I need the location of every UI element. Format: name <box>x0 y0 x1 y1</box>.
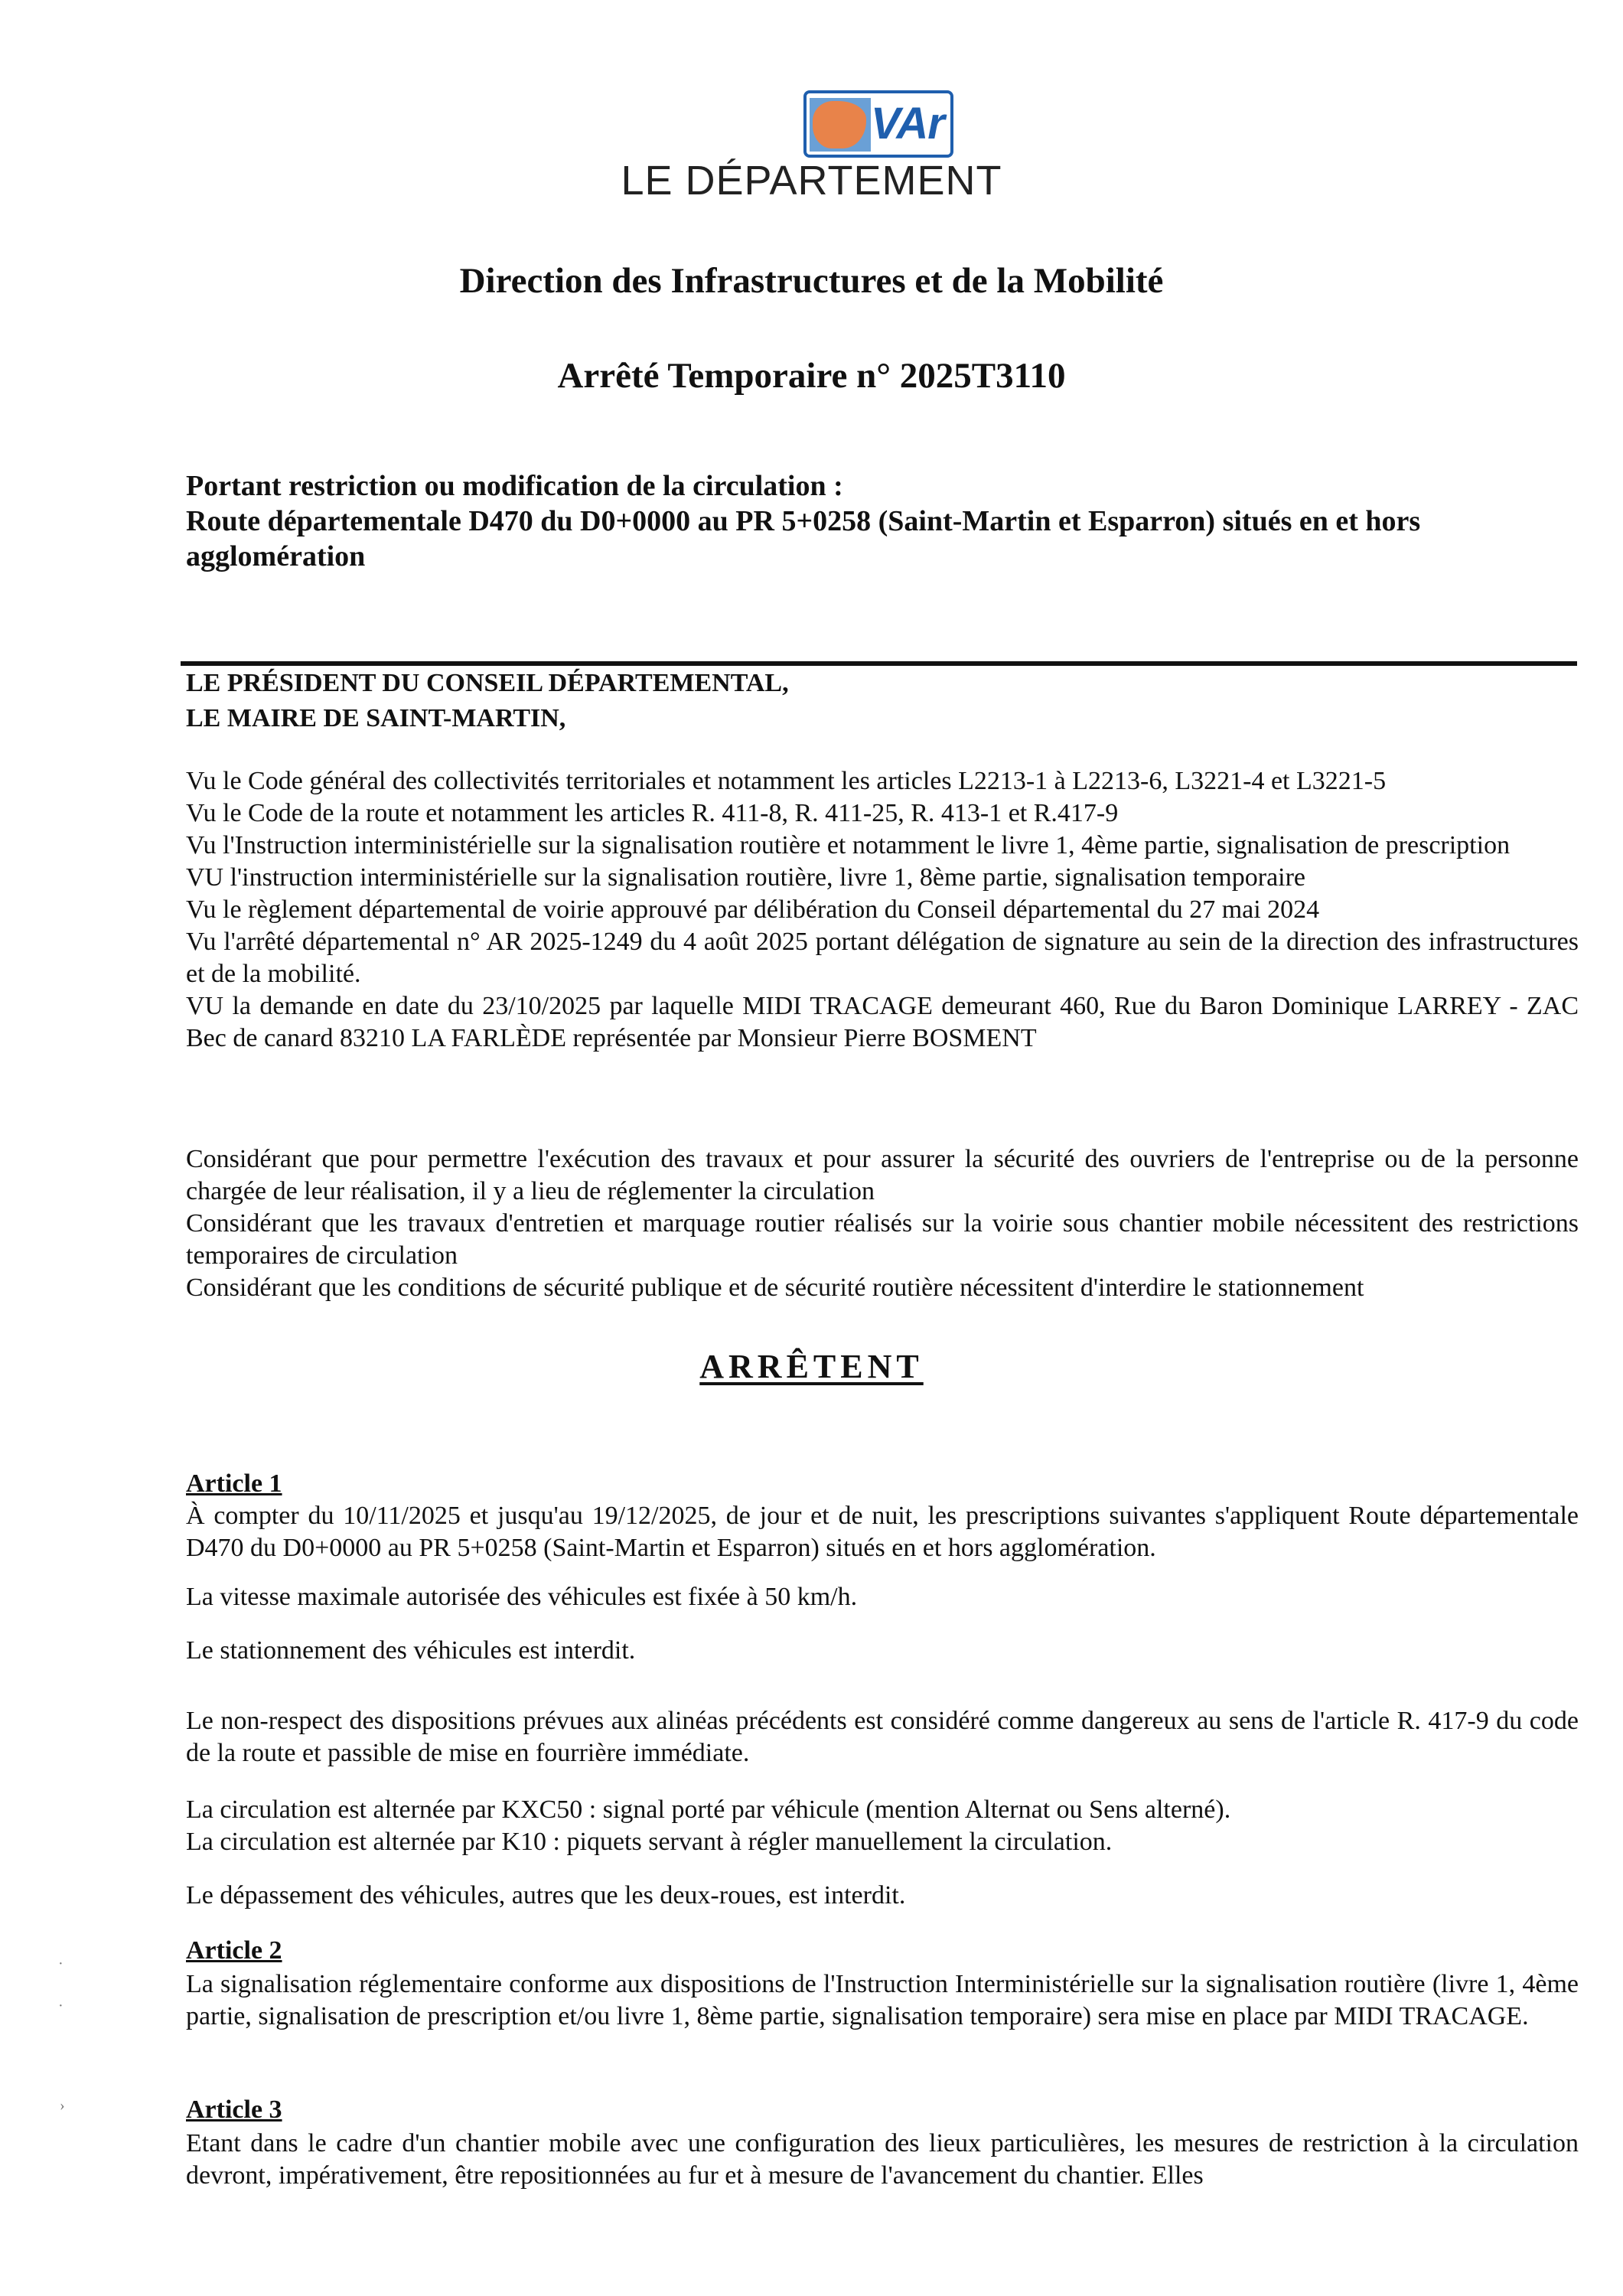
authority-maire: LE MAIRE DE SAINT-MARTIN, <box>186 704 566 732</box>
article-1-intro: À compter du 10/11/2025 et jusqu'au 19/12/2025, de jour et de nuit, les prescriptions suivantes s'appliquent Route départementale D470 du D0+0000 au PR 5+0258 (Saint-Martin et Esparron) situés en et hors agglomération. <box>186 1502 1579 1562</box>
subject-line-1: Portant restriction ou modification de la circulation : <box>186 470 843 502</box>
scan-speck: › <box>60 2097 65 2114</box>
article-3-heading: Article 3 <box>186 2095 282 2124</box>
direction-title: Direction des Infrastructures et de la Mobilité <box>459 261 1164 301</box>
article-2-text: La signalisation réglementaire conforme aux dispositions de l'Instruction Interministérielle sur la signalisation routière (livre 1, 4ème partie, signalisation de prescription et/ou livre 1, 8ème partie, signalisation temporaire) sera mise en place par MIDI TRACAGE. <box>186 1970 1579 2030</box>
subject <box>186 468 1579 574</box>
article-1-k10: La circulation est alternée par K10 : piquets servant à régler manuellement la circulation. <box>186 1828 1113 1856</box>
authorities <box>186 666 1579 736</box>
vu-item: Vu l'arrêté départemental n° AR 2025-1249 du 4 août 2025 portant délégation de signature au sein de la direction des infrastructures et de la mobilité. <box>186 928 1579 988</box>
arrete-number: Arrêté Temporaire n° 2025T3110 <box>557 356 1066 396</box>
scan-speck: · <box>58 1955 64 1972</box>
vu-section <box>186 765 1579 1055</box>
vu-item: VU la demande en date du 23/10/2025 par laquelle MIDI TRACAGE demeurant 460, Rue du Baron Dominique LARREY - ZAC Bec de canard 83210 LA FARLÈDE représentée par Monsieur Pierre BOSMENT <box>186 992 1579 1052</box>
considerant-section <box>186 1143 1579 1304</box>
vu-item: VU l'instruction interministérielle sur la signalisation routière, livre 1, 8ème partie, signalisation temporaire <box>186 863 1306 892</box>
considerant-item: Considérant que les travaux d'entretien et marquage routier réalisés sur la voirie sous chantier mobile nécessitent des restrictions temporaires de circulation <box>186 1209 1579 1270</box>
scan-speck: · <box>58 1998 64 2014</box>
authority-president: LE PRÉSIDENT DU CONSEIL DÉPARTEMENTAL, <box>186 669 789 697</box>
article-1-vitesse: La vitesse maximale autorisée des véhicules est fixée à 50 km/h. <box>186 1583 858 1611</box>
var-logo <box>803 90 953 158</box>
vu-item: Vu le Code de la route et notamment les articles R. 411-8, R. 411-25, R. 413-1 et R.417-9 <box>186 799 1119 827</box>
var-map-icon <box>813 101 866 148</box>
article-1-heading: Article 1 <box>186 1469 282 1498</box>
vu-item: Vu le règlement départemental de voirie approuvé par délibération du Conseil départemental du 27 mai 2024 <box>186 895 1320 924</box>
logo-wordmark: VAr <box>871 99 944 148</box>
department-title: LE DÉPARTEMENT <box>621 158 1002 204</box>
vu-item: Vu l'Instruction interministérielle sur la signalisation routière et notamment le livre 1, 4ème partie, signalisation de prescription <box>186 831 1511 859</box>
article-1-kxc50: La circulation est alternée par KXC50 : signal porté par véhicule (mention Alternat ou Sens alterné). <box>186 1795 1231 1824</box>
article-1-depassement: Le dépassement des véhicules, autres que les deux-roues, est interdit. <box>186 1881 906 1910</box>
subject-line-2: Route départementale D470 du D0+0000 au PR 5+0258 (Saint-Martin et Esparron) situés en et hors agglomération <box>186 505 1421 572</box>
arretent-heading: ARRÊTENT <box>699 1348 924 1385</box>
considerant-item: Considérant que pour permettre l'exécution des travaux et pour assurer la sécurité des ouvriers de l'entreprise ou de la personne chargée de leur réalisation, il y a lieu de réglementer la circulation <box>186 1145 1579 1205</box>
article-1-stationnement: Le stationnement des véhicules est interdit. <box>186 1636 636 1665</box>
article-2-heading: Article 2 <box>186 1936 282 1965</box>
article-1-non-respect: Le non-respect des dispositions prévues aux alinéas précédents est considéré comme dangereux au sens de l'article R. 417-9 du code de la route et passible de mise en fourrière immédiate. <box>186 1707 1579 1767</box>
considerant-item: Considérant que les conditions de sécurité publique et de sécurité routière nécessitent d'interdire le stationnement <box>186 1274 1364 1302</box>
article-3-text: Etant dans le cadre d'un chantier mobile avec une configuration des lieux particulières, les mesures de restriction à la circulation devront, impérativement, être repositionnées au fur et à mesure de l'avancement du chantier. Elles <box>186 2129 1579 2190</box>
vu-item: Vu le Code général des collectivités territoriales et notamment les articles L2213-1 à L2213-6, L3221-4 et L3221-5 <box>186 767 1387 795</box>
